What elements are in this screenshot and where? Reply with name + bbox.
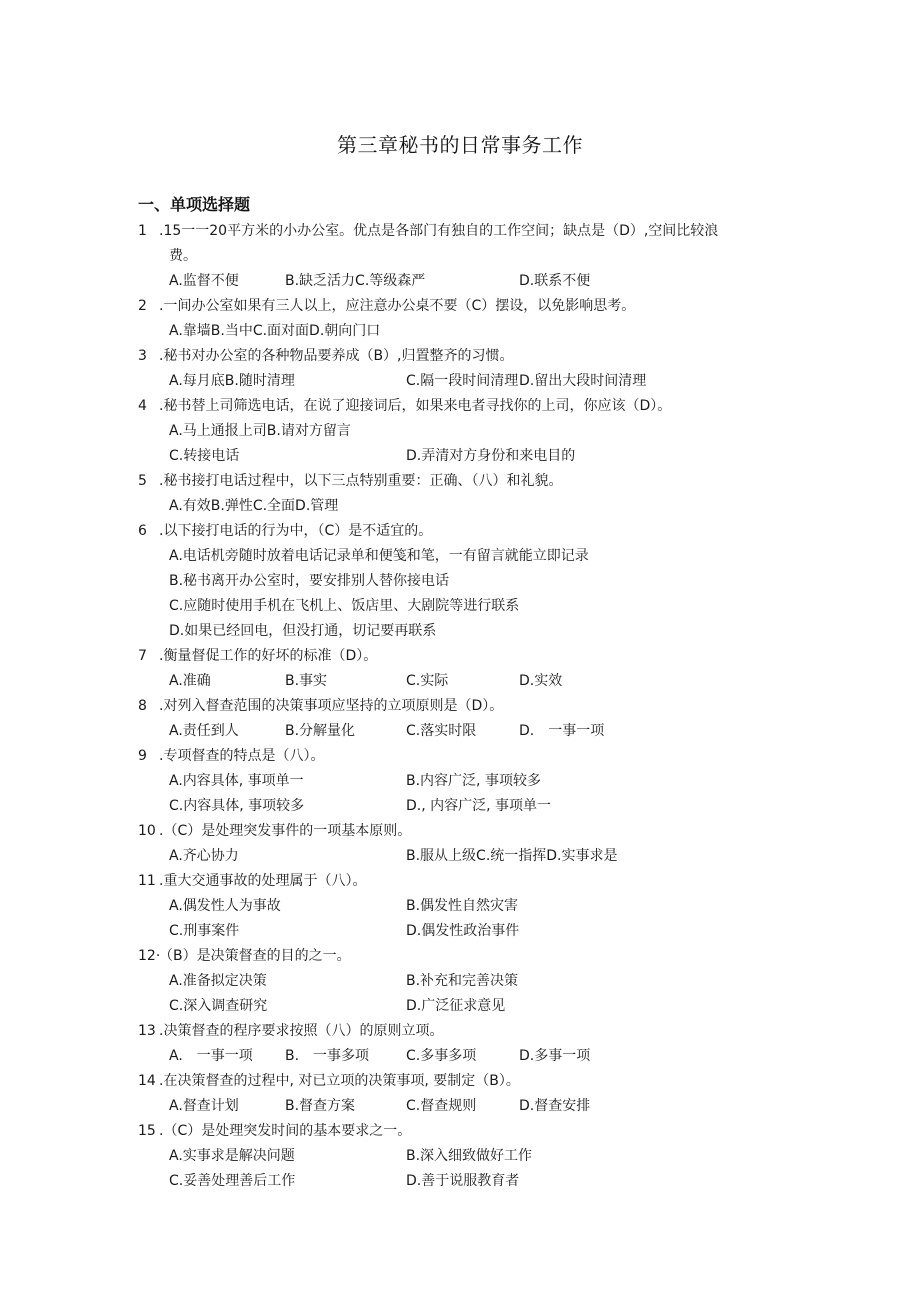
question-text-line: .（C）是处理突发时间的基本要求之一。 — [159, 1123, 412, 1139]
options-row — [0, 969, 920, 994]
question-text — [159, 1019, 774, 1044]
answer-option: B.服从上级C.统一指挥D.实事求是 — [406, 848, 618, 864]
question-item — [0, 869, 920, 944]
question-number: 11 — [138, 873, 156, 889]
options-row — [0, 619, 920, 644]
question-list — [0, 219, 920, 1194]
question-text-line: .秘书替上司筛选电话，在说了迎接词后，如果来电者寻找你的上司，你应该（D）。 — [159, 398, 672, 414]
answer-option: C.转接电话 — [169, 448, 240, 464]
question-text-line: .一间办公室如果有三人以上，应注意办公桌不要（C）摆设，以免影响思考。 — [159, 298, 636, 314]
options-row — [0, 794, 920, 819]
question-number: 14 — [138, 1073, 156, 1089]
options-row — [0, 669, 920, 694]
options-row — [0, 369, 920, 394]
question-text — [159, 869, 774, 894]
options-row — [0, 894, 920, 919]
answer-option: D. 一事一项 — [519, 723, 605, 739]
options-row — [0, 494, 920, 519]
question-item — [0, 394, 920, 469]
question-number: 4 — [138, 398, 147, 414]
question-item — [0, 744, 920, 819]
options-row — [0, 1169, 920, 1194]
question-text-line: .对列入督查范围的决策事项应坚持的立项原则是（D）。 — [159, 698, 504, 714]
options-row — [0, 769, 920, 794]
options-row — [0, 1144, 920, 1169]
answer-option: C.隔一段时间清理 — [406, 373, 519, 389]
answer-option: A.实事求是解决问题 — [169, 1148, 295, 1164]
answer-option: D., 内容广泛, 事项单一 — [406, 798, 552, 814]
question-item — [0, 944, 920, 1019]
question-item — [0, 1069, 920, 1119]
answer-option: C.应随时使用手机在飞机上、饭店里、大剧院等进行联系 — [169, 598, 520, 614]
options-row — [0, 444, 920, 469]
question-text-line: （B）是决策督查的目的之一。 — [159, 948, 351, 964]
question-text-line: .重大交通事故的处理属于（八）。 — [159, 873, 367, 889]
question-text-line: .在决策督查的过程中, 对已立项的决策事项, 要制定（B）。 — [159, 1073, 520, 1089]
options-row — [0, 319, 920, 344]
question-number: 12· — [138, 948, 161, 964]
answer-option: B.补充和完善决策 — [406, 973, 519, 989]
answer-option: B.偶发性自然灾害 — [406, 898, 519, 914]
answer-option: C.实际 — [406, 673, 449, 689]
question-number: 10 — [138, 823, 156, 839]
answer-option: A.内容具体, 事项单一 — [169, 773, 304, 789]
question-text — [159, 519, 774, 544]
question-item — [0, 294, 920, 344]
answer-option: A.责任到人 — [169, 723, 239, 739]
question-text-line: .15一一20平方米的小办公室。优点是各部门有独自的工作空间；缺点是（D）,空间比较浪 — [159, 223, 719, 239]
answer-option: A. 一事一项 — [169, 1048, 253, 1064]
question-text — [159, 819, 774, 844]
answer-option: A.每月底B.随时清理 — [169, 373, 295, 389]
options-row — [0, 844, 920, 869]
question-number: 15 — [138, 1123, 156, 1139]
answer-option: A.准确 — [169, 673, 211, 689]
answer-option: A.偶发性人为事故 — [169, 898, 281, 914]
question-text — [159, 219, 774, 269]
question-item — [0, 644, 920, 694]
question-number: 2 — [138, 298, 147, 314]
question-number: 8 — [138, 698, 147, 714]
section-heading: 一、单项选择题 — [138, 195, 251, 214]
question-item — [0, 694, 920, 744]
options-row — [0, 544, 920, 569]
answer-option: C.刑事案件 — [169, 923, 240, 939]
answer-option: D.广泛征求意见 — [406, 998, 506, 1014]
answer-option: A.监督不便 — [169, 273, 239, 289]
answer-option: B.秘书离开办公室时，要安排别人替你接电话 — [169, 573, 450, 589]
answer-option: D.偶发性政治事件 — [406, 923, 520, 939]
question-text-continuation: 费。 — [169, 248, 197, 264]
answer-option: C.落实时限 — [406, 723, 477, 739]
question-text — [159, 694, 774, 719]
question-item — [0, 469, 920, 519]
question-number: 5 — [138, 473, 147, 489]
answer-option: A.靠墙B.当中C.面对面D.朝向门口 — [169, 323, 381, 339]
answer-option: B.内容广泛, 事项较多 — [406, 773, 541, 789]
options-row — [0, 1094, 920, 1119]
options-row — [0, 919, 920, 944]
question-item — [0, 344, 920, 394]
question-text-line: .（C）是处理突发事件的一项基本原则。 — [159, 823, 412, 839]
question-item — [0, 1119, 920, 1194]
question-text-line: .专项督查的特点是（八）。 — [159, 748, 325, 764]
question-text — [159, 294, 774, 319]
answer-option: B.深入细致做好工作 — [406, 1148, 533, 1164]
answer-option: A.准备拟定决策 — [169, 973, 267, 989]
answer-option: A.齐心协力 — [169, 848, 239, 864]
answer-option: C.深入调查研究 — [169, 998, 268, 1014]
answer-option: D.联系不便 — [519, 273, 591, 289]
question-item — [0, 819, 920, 869]
question-text — [159, 644, 774, 669]
question-text — [159, 469, 774, 494]
options-row — [0, 719, 920, 744]
answer-option: D.实效 — [519, 673, 563, 689]
options-row — [0, 1044, 920, 1069]
answer-option: C.多事多项 — [406, 1048, 477, 1064]
question-number: 13 — [138, 1023, 156, 1039]
question-text-line: .决策督查的程序要求按照（八）的原则立项。 — [159, 1023, 444, 1039]
answer-option: D.多事一项 — [519, 1048, 591, 1064]
question-item — [0, 1019, 920, 1069]
question-item — [0, 519, 920, 644]
question-number: 6 — [138, 523, 147, 539]
options-row — [0, 269, 920, 294]
question-item — [0, 219, 920, 294]
answer-option: B.事实 — [285, 673, 328, 689]
answer-option: D.留出大段时间清理 — [519, 373, 647, 389]
question-number: 9 — [138, 748, 147, 764]
answer-option: C.内容具体, 事项较多 — [169, 798, 305, 814]
answer-option: B.分解量化 — [285, 723, 356, 739]
question-text — [159, 394, 774, 419]
question-text-line: .衡量督促工作的好坏的标准（D）。 — [159, 648, 378, 664]
options-row — [0, 419, 920, 444]
question-text — [159, 1119, 774, 1144]
question-number: 1 — [138, 223, 147, 239]
answer-option: C.妥善处理善后工作 — [169, 1173, 296, 1189]
answer-option: D.督查安排 — [519, 1098, 591, 1114]
answer-option: B.缺乏活力C.等级森严 — [285, 273, 426, 289]
answer-option: A.电话机旁随时放着电话记录单和便笺和笔，一有留言就能立即记录 — [169, 548, 589, 564]
options-row — [0, 569, 920, 594]
question-text-line: .以下接打电话的行为中，（C）是不适宜的。 — [159, 523, 433, 539]
answer-option: A.马上通报上司B.请对方留言 — [169, 423, 351, 439]
question-text-line: .秘书对办公室的各种物品要养成（B）,归置整齐的习惯。 — [159, 348, 514, 364]
options-row — [0, 994, 920, 1019]
question-number: 3 — [138, 348, 147, 364]
page-title: 第三章秘书的日常事务工作 — [337, 133, 583, 157]
options-row — [0, 594, 920, 619]
answer-option: B. 一事多项 — [285, 1048, 370, 1064]
question-text-line: .秘书接打电话过程中，以下三点特别重要：正确、（八）和礼貌。 — [159, 473, 563, 489]
question-text — [159, 744, 774, 769]
answer-option: D.善于说服教育者 — [406, 1173, 520, 1189]
question-number: 7 — [138, 648, 147, 664]
answer-option: D.弄清对方身份和来电目的 — [406, 448, 576, 464]
answer-option: B.督查方案 — [285, 1098, 356, 1114]
question-text — [159, 1069, 774, 1094]
question-text — [159, 344, 774, 369]
answer-option: D.如果已经回电，但没打通，切记要再联系 — [169, 623, 437, 639]
answer-option: C.督查规则 — [406, 1098, 477, 1114]
answer-option: A.有效B.弹性C.全面D.管理 — [169, 498, 339, 514]
answer-option: A.督查计划 — [169, 1098, 239, 1114]
question-text — [159, 944, 774, 969]
